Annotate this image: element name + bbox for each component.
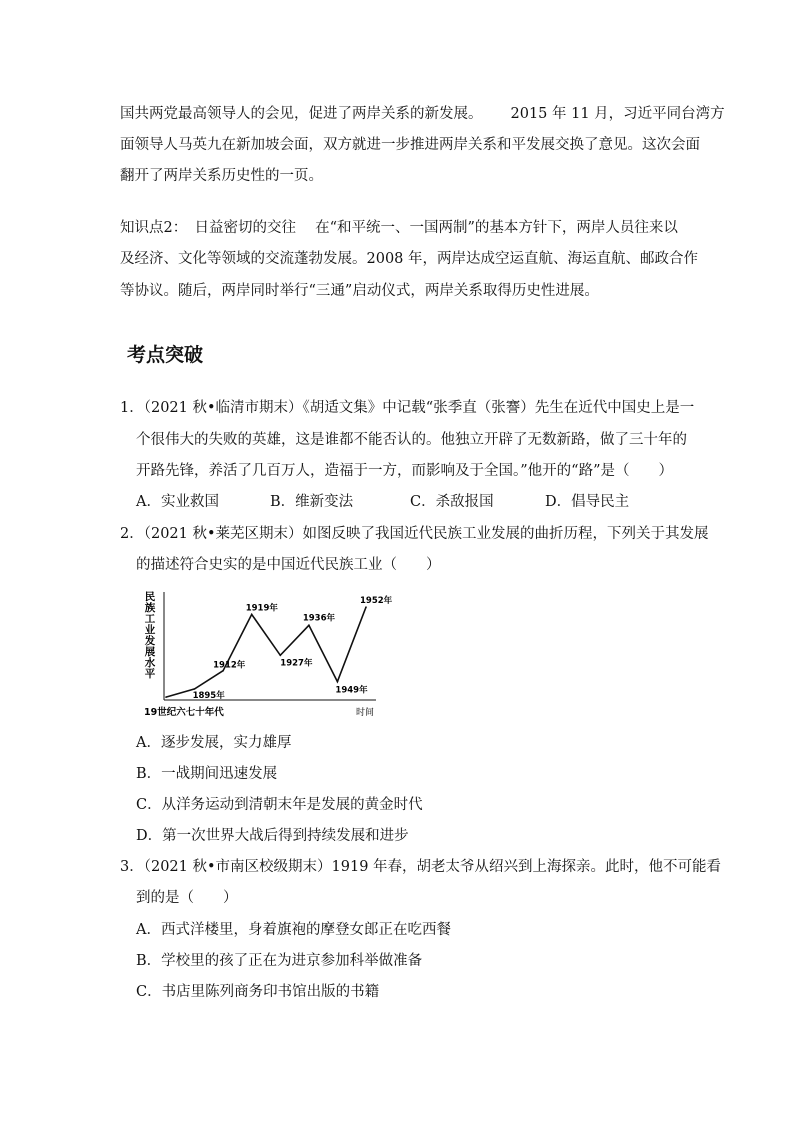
point-label: 1912年 bbox=[213, 660, 246, 671]
intro-line-1-tail: 2015 年 11 月，习近平同台湾方 bbox=[510, 106, 725, 122]
x-origin-label: 19世纪六七十年代 bbox=[144, 707, 224, 718]
knowledge-line-1: 知识点2： 日益密切的交往 在“和平统一、一国两制”的基本方针下，两岸人员往来以 bbox=[120, 220, 678, 236]
knowledge-line-3: 等协议。随后，两岸同时举行“三通”启动仪式，两岸关系取得历史性进展。 bbox=[120, 283, 599, 299]
q2-line-2: 的描述符合史实的是中国近代民族工业（ ） bbox=[136, 557, 441, 573]
data-point bbox=[365, 606, 367, 608]
q1-line-3: 开路先锋，养活了几百万人，造福于一方，而影响及于全国。”他开的“路”是（ ） bbox=[136, 463, 673, 479]
point-label: 1949年 bbox=[335, 685, 368, 696]
q3-option-a: A．西式洋楼里，身着旗袍的摩登女郎正在吃西餐 bbox=[136, 922, 451, 938]
point-label: 1895年 bbox=[192, 690, 225, 701]
q3-line-2: 到的是（ ） bbox=[136, 890, 238, 906]
intro-line-3: 翻开了两岸关系历史性的一页。 bbox=[120, 168, 323, 184]
point-label: 1919年 bbox=[245, 603, 278, 614]
q1-option-c: C．杀敌报国 bbox=[410, 494, 494, 510]
data-point bbox=[194, 688, 196, 690]
q2-line-1: 2．（2021 秋•莱芜区期末）如图反映了我国近代民族工业发展的曲折历程，下列关于其发展 bbox=[120, 526, 709, 542]
q1-options bbox=[136, 492, 656, 512]
knowledge-line-2: 及经济、文化等领域的交流蓬勃发展。2008 年，两岸达成空运直航、海运直航、邮政合作 bbox=[120, 251, 699, 267]
x-axis-label: 时间 bbox=[356, 708, 375, 718]
industry-line-chart bbox=[138, 588, 393, 720]
point-label: 1936年 bbox=[302, 613, 336, 624]
section-title: 考点突破 bbox=[127, 344, 204, 366]
intro-line-1 bbox=[120, 104, 725, 124]
data-point bbox=[279, 654, 281, 656]
q3-line-1: 3．（2021 秋•市南区校级期末）1919 年春，胡老太爷从绍兴到上海探亲。此时，他不可能看 bbox=[120, 859, 722, 875]
q2-option-d: D．第一次世界大战后得到持续发展和进步 bbox=[136, 828, 409, 844]
data-point bbox=[337, 681, 339, 683]
series-line bbox=[166, 607, 366, 697]
q1-option-d: D．倡导民主 bbox=[545, 494, 630, 510]
q3-option-c: C．书店里陈列商务印书馆出版的书籍 bbox=[136, 984, 380, 1000]
point-label: 1952年 bbox=[360, 596, 393, 607]
q3-option-b: B．学校里的孩了正在为进京参加科举做准备 bbox=[136, 953, 423, 969]
intro-line-1-text: 国共两党最高领导人的会见，促进了两岸关系的新发展。 bbox=[120, 106, 483, 122]
point-label: 1927年 bbox=[280, 658, 313, 669]
y-axis-label: 民族工业发展水平 bbox=[144, 591, 156, 680]
q2-option-a: A．逐步发展，实力雄厚 bbox=[136, 735, 292, 751]
data-point bbox=[165, 696, 167, 698]
data-point bbox=[308, 624, 310, 626]
q1-option-a: A．实业救国 bbox=[136, 494, 219, 510]
q1-option-b: B．维新变法 bbox=[270, 494, 354, 510]
q1-line-2: 个很伟大的失败的英雄，这是谁都不能否认的。他独立开辟了无数新路，做了三十年的 bbox=[136, 432, 687, 448]
q2-option-b: B．一战期间迅速发展 bbox=[136, 766, 278, 782]
intro-line-2: 面领导人马英九在新加坡会面，双方就进一步推进两岸关系和平发展交换了意见。这次会面 bbox=[120, 137, 700, 153]
q2-option-c: C．从洋务运动到清朝末年是发展的黄金时代 bbox=[136, 797, 423, 813]
data-point bbox=[251, 614, 253, 616]
q1-line-1: 1．（2021 秋•临清市期末）《胡适文集》中记载“张季直（张謇）先生在近代中国史上是一 bbox=[120, 400, 695, 416]
